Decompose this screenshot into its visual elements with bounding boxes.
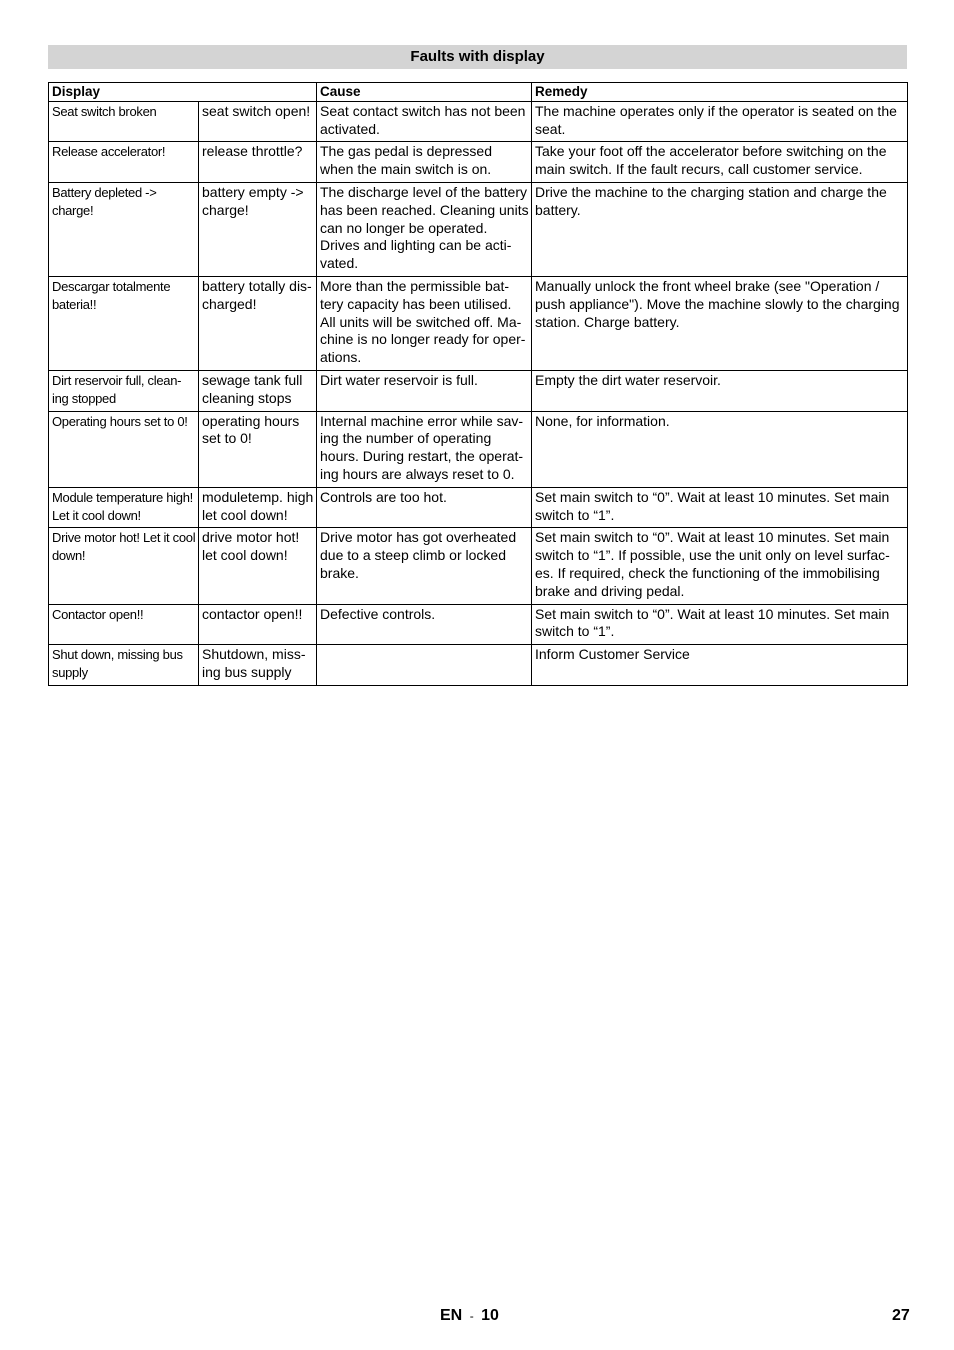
footer-section-page: 10 <box>481 1307 499 1324</box>
remedy-text: Empty the dirt water reservoir. <box>532 370 908 411</box>
table-row <box>49 528 908 604</box>
remedy-text: Set main switch to “0”. Wait at least 10 minutes. Set main switch to “1”. <box>532 487 908 528</box>
display-message: Shutdown, miss-ing bus supply <box>199 645 317 686</box>
section-title: Faults with display <box>48 45 907 69</box>
display-text: Release accelerator! <box>49 142 199 183</box>
footer-separator: - <box>469 1309 474 1323</box>
remedy-text: Drive the machine to the charging station and charge the battery. <box>532 182 908 276</box>
faults-table <box>48 82 908 686</box>
table-row <box>49 276 908 370</box>
cause-text: Internal machine error while sav-ing the number of operating hours. During restart, the operat-ing hours are always reset to 0. <box>317 411 532 487</box>
display-message: drive motor hot! let cool down! <box>199 528 317 604</box>
cause-text: Defective controls. <box>317 604 532 645</box>
table-row <box>49 604 908 645</box>
display-text: Contactor open!! <box>49 604 199 645</box>
display-text: Shut down, missing bus supply <box>49 645 199 686</box>
display-message: moduletemp. high let cool down! <box>199 487 317 528</box>
cause-text: Controls are too hot. <box>317 487 532 528</box>
cause-text <box>317 645 532 686</box>
display-message: battery totally dis-charged! <box>199 276 317 370</box>
display-message: sewage tank full cleaning stops <box>199 370 317 411</box>
display-message: operating hours set to 0! <box>199 411 317 487</box>
cause-text: Drive motor has got overheated due to a steep climb or locked brake. <box>317 528 532 604</box>
display-text: Operating hours set to 0! <box>49 411 199 487</box>
display-message: seat switch open! <box>199 101 317 142</box>
table-header-row <box>49 83 908 102</box>
table-row <box>49 370 908 411</box>
display-text: Descargar totalmente bateria!! <box>49 276 199 370</box>
display-text: Drive motor hot! Let it cool down! <box>49 528 199 604</box>
display-message: battery empty -> charge! <box>199 182 317 276</box>
remedy-text: Set main switch to “0”. Wait at least 10 minutes. Set main switch to “1”. If possible, use the unit only on level surfac-es. If required, check the functioning of the immobilising brake and driving pedal. <box>532 528 908 604</box>
table-row <box>49 101 908 142</box>
display-text: Battery depleted -> charge! <box>49 182 199 276</box>
display-text: Seat switch broken <box>49 101 199 142</box>
table-row <box>49 182 908 276</box>
table-row <box>49 142 908 183</box>
header-cause: Cause <box>317 83 532 102</box>
remedy-text: None, for information. <box>532 411 908 487</box>
header-display: Display <box>49 83 317 102</box>
table-row <box>49 487 908 528</box>
display-text: Module temperature high! Let it cool down! <box>49 487 199 528</box>
cause-text: Seat contact switch has not been activated. <box>317 101 532 142</box>
remedy-text: Set main switch to “0”. Wait at least 10 minutes. Set main switch to “1”. <box>532 604 908 645</box>
display-message: contactor open!! <box>199 604 317 645</box>
remedy-text: Take your foot off the accelerator before switching on the main switch. If the fault recurs, call customer service. <box>532 142 908 183</box>
cause-text: The gas pedal is depressed when the main switch is on. <box>317 142 532 183</box>
remedy-text: Manually unlock the front wheel brake (see "Operation / push appliance"). Move the machine slowly to the charging station. Charge battery. <box>532 276 908 370</box>
footer-language: EN <box>440 1307 463 1324</box>
page-number: 27 <box>892 1307 910 1324</box>
remedy-text: The machine operates only if the operator is seated on the seat. <box>532 101 908 142</box>
cause-text: More than the permissible bat-tery capacity has been utilised. All units will be switched off. Ma-chine is no longer ready for oper-ations. <box>317 276 532 370</box>
remedy-text: Inform Customer Service <box>532 645 908 686</box>
cause-text: Dirt water reservoir is full. <box>317 370 532 411</box>
table-row <box>49 411 908 487</box>
display-text: Dirt reservoir full, clean-ing stopped <box>49 370 199 411</box>
table-row <box>49 645 908 686</box>
footer-language-page <box>440 1307 499 1325</box>
cause-text: The discharge level of the battery has been reached. Cleaning units can no longer be operated. Drives and lighting can be acti-vated. <box>317 182 532 276</box>
header-remedy: Remedy <box>532 83 908 102</box>
display-message: release throttle? <box>199 142 317 183</box>
